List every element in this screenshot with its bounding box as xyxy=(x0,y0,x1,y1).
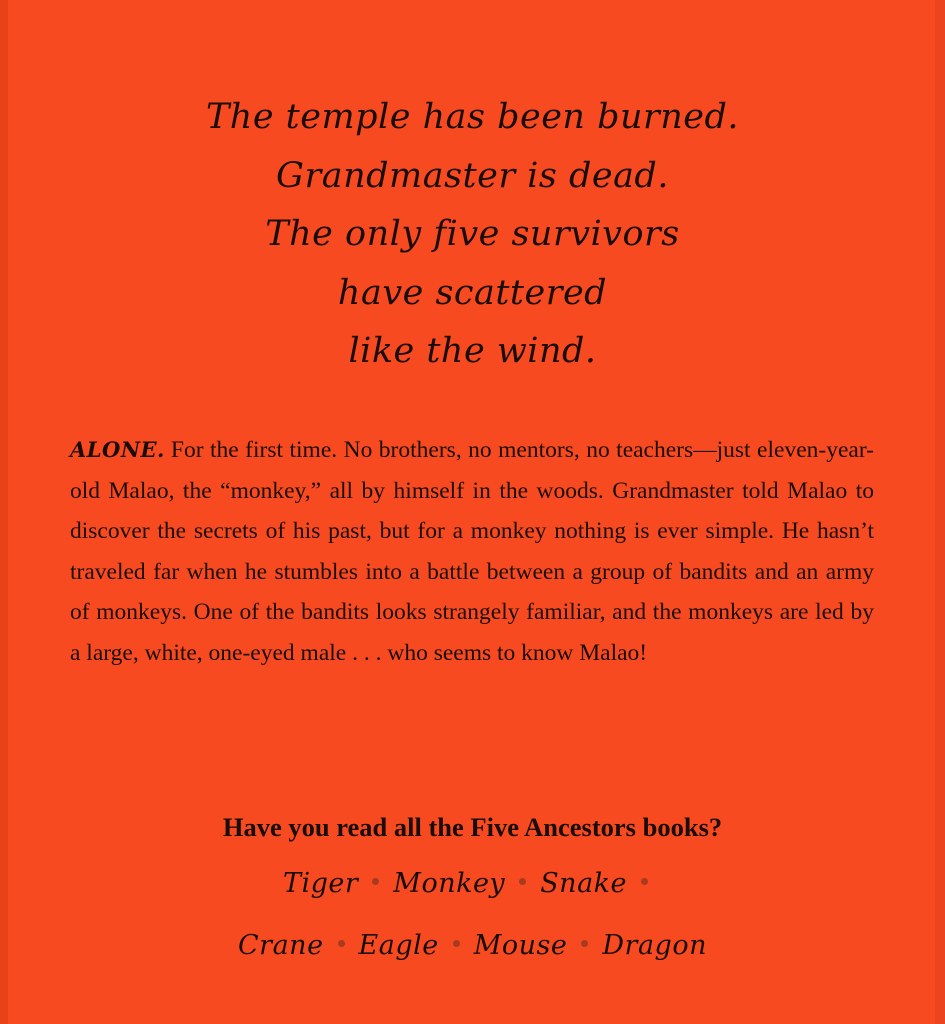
series-titles-row xyxy=(0,868,945,899)
book-title-crane: Crane xyxy=(238,930,324,961)
dot-separator-icon xyxy=(581,940,588,947)
tagline-line: The only five survivors xyxy=(265,214,680,254)
blurb-lead-word: ALONE. xyxy=(70,437,165,462)
series-question: Have you read all the Five Ancestors books? xyxy=(222,812,723,842)
dot-separator-icon xyxy=(453,940,460,947)
book-title-snake: Snake xyxy=(540,868,628,899)
dot-separator-icon xyxy=(338,940,345,947)
book-title-mouse: Mouse xyxy=(473,930,568,961)
blurb-text: For the first time. No brothers, no mentors, no teachers—just eleven-year-old Malao, the “monkey,” all by himself in the woods. Grandmaster told Malao to discover the secrets of his past, but for a monkey nothing is ever simple. He hasn’t traveled far when he stumbles into a battle between a group of bandits and an army of monkeys. One of the bandits looks strangely familiar, and the monkeys are led by a large, white, one-eyed male . . . who seems to know Malao! xyxy=(70,437,874,666)
dot-separator-icon xyxy=(641,878,648,885)
tagline-line: The temple has been burned. xyxy=(205,97,740,137)
series-titles-row xyxy=(0,930,945,961)
tagline-line: like the wind. xyxy=(348,331,597,371)
tagline-line: Grandmaster is dead. xyxy=(276,155,669,196)
book-title-eagle: Eagle xyxy=(358,930,439,961)
book-title-tiger: Tiger xyxy=(282,868,359,899)
blurb-paragraph xyxy=(70,430,874,673)
book-title-monkey: Monkey xyxy=(393,868,506,899)
dot-separator-icon xyxy=(372,878,379,885)
book-title-dragon: Dragon xyxy=(602,930,707,961)
tagline-line: have scattered xyxy=(337,272,608,313)
tagline xyxy=(0,88,945,381)
dot-separator-icon xyxy=(519,878,526,885)
